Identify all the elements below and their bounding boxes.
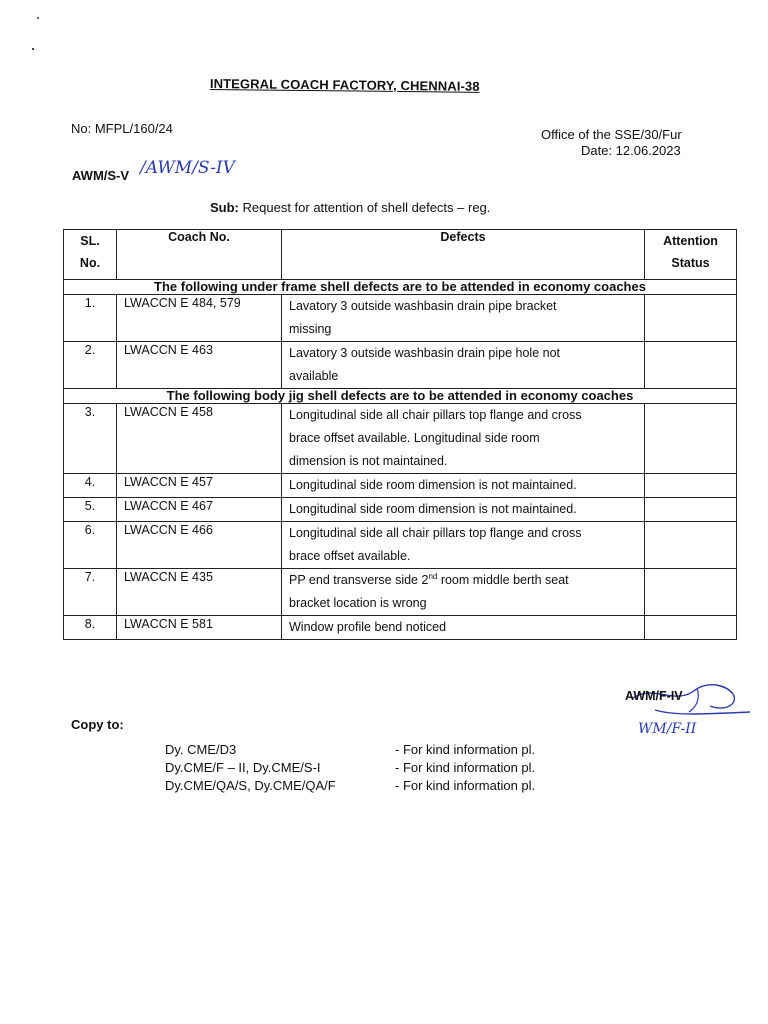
defect-line: dimension is not maintained. — [289, 454, 448, 468]
section-heading-row — [64, 280, 737, 295]
defect-line: Longitudinal side all chair pillars top flange and cross — [289, 408, 582, 422]
row-defect — [282, 342, 645, 389]
row-coach: LWACCN E 467 — [117, 498, 282, 522]
defect-line: missing — [289, 322, 332, 336]
row-sl: 7. — [64, 569, 117, 616]
row-defect — [282, 522, 645, 569]
table-row — [64, 404, 737, 474]
copy-purpose: - For kind information pl. — [395, 742, 536, 757]
scan-speck — [32, 48, 34, 50]
row-sl: 5. — [64, 498, 117, 522]
defect-text: room middle berth seat — [437, 573, 569, 587]
defect-line: available — [289, 369, 339, 383]
row-coach: LWACCN E 457 — [117, 474, 282, 498]
row-sl: 8. — [64, 616, 117, 640]
header-sl-no — [64, 230, 117, 280]
copy-recipient: Dy.CME/QA/S, Dy.CME/QA/F — [165, 778, 336, 793]
header-attention-status — [645, 230, 737, 280]
row-defect — [282, 474, 645, 498]
table-row — [64, 498, 737, 522]
section-heading-row — [64, 389, 737, 404]
row-defect — [282, 569, 645, 616]
header-defects: Defects — [282, 230, 645, 280]
subject-label: Sub: — [210, 200, 239, 215]
section-heading-body-jig: The following body jig shell defects are to be attended in economy coaches — [64, 389, 737, 404]
document-title: INTEGRAL COACH FACTORY, CHENNAI-38 — [209, 76, 480, 94]
row-sl: 1. — [64, 295, 117, 342]
row-attention-status — [645, 522, 737, 569]
header-attention-line1: Attention — [663, 234, 718, 248]
row-defect — [282, 498, 645, 522]
defect-line: Lavatory 3 outside washbasin drain pipe bracket — [289, 299, 557, 313]
row-attention-status — [645, 569, 737, 616]
row-coach: LWACCN E 463 — [117, 342, 282, 389]
row-sl: 3. — [64, 404, 117, 474]
copy-purpose: - For kind information pl. — [395, 760, 536, 775]
defect-line: brace offset available. — [289, 549, 411, 563]
reference-number: No: MFPL/160/24 — [71, 121, 173, 136]
defect-line: Window profile bend noticed — [289, 620, 447, 634]
defect-line: Longitudinal side room dimension is not maintained. — [289, 502, 577, 516]
row-coach: LWACCN E 435 — [117, 569, 282, 616]
addressee: AWM/S-V — [72, 168, 130, 183]
copy-recipient: Dy.CME/F – II, Dy.CME/S-I — [165, 760, 321, 775]
scan-speck — [37, 17, 39, 19]
row-sl: 2. — [64, 342, 117, 389]
row-coach: LWACCN E 458 — [117, 404, 282, 474]
row-coach: LWACCN E 484, 579 — [117, 295, 282, 342]
table-row — [64, 295, 737, 342]
letter-date: Date: 12.06.2023 — [581, 143, 681, 158]
defect-text: PP end transverse side 2 — [289, 573, 429, 587]
copy-recipients — [165, 741, 336, 795]
table-row — [64, 569, 737, 616]
table-row — [64, 522, 737, 569]
defects-table — [63, 229, 737, 640]
defect-line: Longitudinal side all chair pillars top flange and cross — [289, 526, 582, 540]
defect-line: brace offset available. Longitudinal side room — [289, 431, 540, 445]
subject-line — [210, 200, 490, 215]
copy-to-label: Copy to: — [71, 717, 124, 732]
defect-line — [289, 569, 644, 592]
copy-purpose: - For kind information pl. — [395, 778, 536, 793]
row-defect — [282, 295, 645, 342]
row-sl: 4. — [64, 474, 117, 498]
row-defect — [282, 616, 645, 640]
addressee-handwritten-correction: /AWM/S-IV — [140, 158, 235, 178]
header-coach-no: Coach No. — [117, 230, 282, 280]
header-sl-line1: SL. — [80, 234, 100, 248]
row-attention-status — [645, 404, 737, 474]
defect-line: Longitudinal side room dimension is not maintained. — [289, 478, 577, 492]
section-heading-underframe: The following under frame shell defects are to be attended in economy coaches — [64, 280, 737, 295]
signatory-handwritten-designation: WM/F-II — [638, 721, 697, 737]
subject-text: Request for attention of shell defects – reg. — [242, 200, 491, 215]
row-sl: 6. — [64, 522, 117, 569]
table-row — [64, 616, 737, 640]
header-attention-line2: Status — [671, 256, 710, 270]
defect-superscript: nd — [428, 571, 438, 581]
copy-purposes — [395, 741, 535, 795]
copy-recipient: Dy. CME/D3 — [165, 742, 237, 757]
row-attention-status — [645, 474, 737, 498]
row-coach: LWACCN E 581 — [117, 616, 282, 640]
table-row — [64, 474, 737, 498]
row-attention-status — [645, 616, 737, 640]
header-sl-line2: No. — [79, 256, 101, 270]
table-header-row — [64, 230, 737, 280]
row-attention-status — [645, 295, 737, 342]
table-row — [64, 342, 737, 389]
row-attention-status — [645, 498, 737, 522]
defect-line: Lavatory 3 outside washbasin drain pipe hole not — [289, 346, 561, 360]
row-coach: LWACCN E 466 — [117, 522, 282, 569]
signatory-designation: AWM/F-IV — [625, 689, 683, 703]
defect-line: bracket location is wrong — [289, 596, 427, 610]
row-attention-status — [645, 342, 737, 389]
office-name: Office of the SSE/30/Fur — [541, 127, 682, 142]
row-defect — [282, 404, 645, 474]
